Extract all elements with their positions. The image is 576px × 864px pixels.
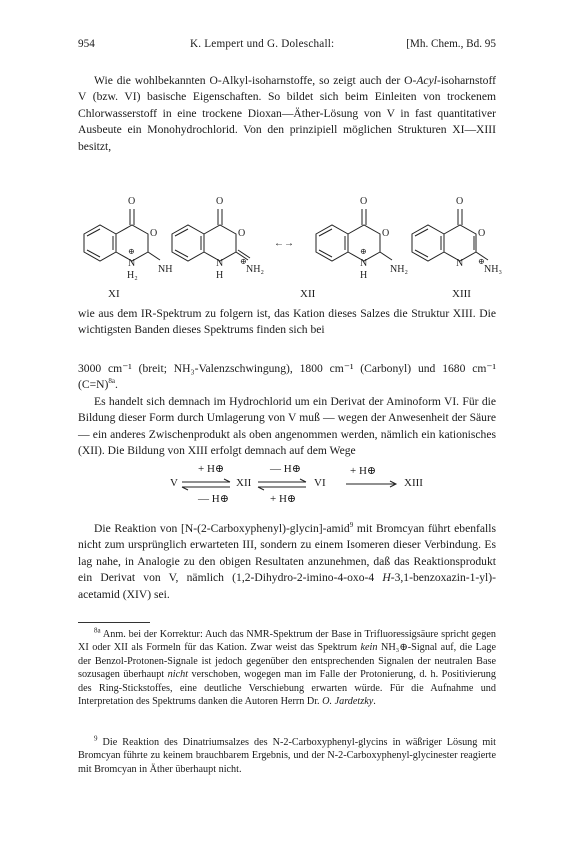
running-header: [78, 38, 496, 54]
para1-italic: Acyl: [416, 74, 437, 87]
plus-xiib: ⊕: [360, 247, 367, 256]
atom-n-xiib: N: [360, 258, 368, 269]
carbonyl-xiii: [458, 209, 462, 225]
para1-text-b: -isoharnstoff V (bzw. VI) basische Eigenschaften. So bildet sich beim Einleiten von trockenem Chlorwasserstoff in eine trockene Dioxan—Äther-Lösung von V in fast quantitativer Ausbeute ein Monohydrochlorid. Von den prinzipiell möglichen Strukturen XI—XIII besitzt,: [78, 74, 496, 153]
plus-xi: ⊕: [128, 247, 135, 256]
atom-o-xiii-2: O: [478, 228, 486, 239]
fn8a-italic-kein: kein: [360, 642, 378, 654]
structure-bonds: [84, 209, 488, 261]
footnote-8a: [78, 628, 496, 708]
atom-h2-xi: H₂: [127, 270, 138, 281]
equation-arrows: [78, 462, 496, 510]
plus-xiia: ⊕: [240, 257, 247, 266]
para4-text-c: -3,1-benzoxazin-1-yl)-acetamid (XIV) sei.: [78, 571, 496, 601]
atom-h-xiib: H: [360, 270, 368, 281]
eq-plus-h-3: + H⊕: [350, 465, 377, 477]
group-nh-xi: NH: [158, 264, 173, 275]
atom-o-xiii-1: O: [456, 196, 464, 207]
footnote-9-mark: 9: [94, 734, 98, 743]
atom-h-xiia: H: [216, 270, 224, 281]
atom-n-xiia: N: [216, 258, 224, 269]
inner-bonds-xiib: [319, 229, 345, 257]
para3-text-d: Es handelt sich demnach im Hydrochlorid um ein Derivat der Aminoform VI. Für die Bildung dieser Form durch Umlagerung von V muß — wegen der Anwesenheit der Säure — ein anderes Zwischenprodukt als oben angenommen werden, nämlich ein kationisches (XII). Die Bildung von XIII erfolgt demnach auf dem Wege: [78, 394, 496, 458]
eq-v: V: [170, 477, 178, 489]
label-xiii: XIII: [452, 288, 471, 300]
structure-atoms: [127, 196, 502, 281]
fn8a-italic-nicht: nicht: [167, 669, 189, 681]
carbonyl-xiib: [362, 209, 366, 225]
atom-o-xiib-2: O: [382, 228, 390, 239]
paragraph-3: [78, 361, 496, 459]
para4-text-b: mit Bromcyan führt ebenfalls nicht zum ursprünglich erwarteten III, sondern zu einem Isomeren dieser Verbindung. Es lag nahe, in Analogie zu den obigen Resultaten anzunehmen, daß das Reaktionsprodukt ein Derivat von V, nämlich (1,2-Dihydro-2-imino-4-oxo-4: [78, 522, 496, 585]
structure-scheme: [78, 184, 502, 304]
benzene-ring-xiib: [316, 225, 348, 261]
exo-bond-xi: [148, 252, 160, 260]
page-number: 954: [78, 38, 95, 50]
eq-plus-h-1: + H⊕: [198, 463, 225, 475]
eq-plus-h-2: + H⊕: [270, 493, 297, 505]
running-authors: K. Lempert und G. Doleschall:: [190, 38, 335, 50]
inner-bonds-xiii: [415, 229, 441, 257]
para4-text-a: Die Reaktion von [N-(2-Carboxyphenyl)-glycin]-amid: [94, 522, 350, 535]
para4-italic-h: H: [382, 571, 391, 585]
paragraph-2: wie aus dem IR-Spektrum zu folgern ist, das Kation dieses Salzes die Struktur XIII. Die wichtigsten Banden dieses Spektrums finden sich bei: [78, 307, 496, 337]
label-xi: XI: [108, 288, 120, 300]
fn8a-text-d: .: [373, 696, 376, 708]
atom-o-xiib-1: O: [360, 196, 368, 207]
resonance-arrow: ←→: [274, 238, 294, 249]
group-nh2-xiib: NH₂: [390, 264, 408, 275]
eq-minus-h-1: — H⊕: [198, 493, 229, 505]
reaction-equation: [78, 462, 496, 510]
footnote-ref-9: 9: [349, 521, 354, 530]
benzene-ring-xiii: [412, 225, 444, 261]
fn8a-text-a: Anm. bei der Korrektur: Auch das NMR-Spektrum der Base in Trifluoressigsäure spricht gegen XI oder XII als Formeln für das Kation. Zwar weist das Spektrum: [78, 629, 496, 654]
inner-bonds-xiia: [175, 229, 201, 257]
plus-xiii: ⊕: [478, 257, 485, 266]
group-nh2-xiia: NH₂: [246, 264, 264, 275]
fn9-text: Die Reaktion des Dinatriumsalzes des N-2-Carboxyphenyl-glycins in wäßriger Lösung mit Bromcyan führte zu keinem brauchbarem Ergebnis, und der N-2-Carboxyphenyl-glycinester reagierte mit Bromcyan in Äther überhaupt nicht.: [78, 737, 496, 775]
eq-xii: XII: [236, 477, 252, 489]
label-xii: XII: [300, 288, 316, 300]
atom-o-xi-1: O: [128, 196, 136, 207]
running-journal: [Mh. Chem., Bd. 95: [406, 38, 496, 50]
carbonyl-xiia: [218, 209, 222, 225]
atom-n-xiii: N: [456, 258, 464, 269]
eq-vi: VI: [314, 477, 326, 489]
structures-svg: [78, 184, 502, 304]
atom-n-xi: N: [128, 258, 136, 269]
benzene-ring-xiia: [172, 225, 204, 261]
eq-arrow-2: [258, 479, 306, 490]
footnote-8a-mark: 8a: [94, 626, 101, 635]
paragraph-1: [78, 73, 496, 155]
footnote-9: [78, 736, 496, 776]
benzene-ring-xi: [84, 225, 116, 261]
para1-text-a: Wie die wohlbekannten O-Alkyl-isoharnstoffe, so zeigt auch der O-: [94, 74, 417, 87]
fn8a-text-b: NH₃⊕-Signal auf, die Lage der Benzol-Protonen-Signale ist jedoch gegenüber den entsprechenden Signalen der neutralen Base sozusagen überhaupt: [78, 642, 496, 681]
footnote-ref-8a: 8a: [108, 377, 115, 386]
paragraph-4: [78, 521, 496, 603]
footnote-rule: [78, 622, 150, 623]
fn8a-italic-name: O. Jardetzky: [322, 696, 374, 708]
group-nh3-xiii: NH₃: [484, 264, 502, 275]
atom-o-xiia-2: O: [238, 228, 246, 239]
atom-o-xiia-1: O: [216, 196, 224, 207]
exo-bond-xiib: [380, 252, 392, 260]
eq-arrow-1: [182, 479, 230, 490]
para3-text-c: .: [114, 378, 118, 392]
eq-minus-h-2: — H⊕: [270, 463, 301, 475]
fn8a-text-c: verschoben, wogegen man im Falle der Protonierung, d. h. Positivierung des Ring-Stickstoffes, eine deutliche Verschiebung erwarten würde. Für die Aufnahme und Interpretation des Spektrums danken die Autoren Herrn Dr.: [78, 669, 496, 708]
hetero-ring-xiia: [204, 225, 236, 261]
inner-bonds-xi: [87, 229, 113, 257]
atom-o-xi-2: O: [150, 228, 158, 239]
eq-arrow-3: [346, 481, 396, 487]
carbonyl-xi: [130, 209, 134, 225]
eq-xiii: XIII: [404, 477, 423, 489]
hetero-ring-xiii: [444, 225, 476, 261]
para3-text-a: 3000 cm⁻¹ (breit;: [78, 362, 174, 375]
para3-text-b: -Valenzschwingung), 1800 cm⁻¹ (Carbonyl) und 1680 cm⁻¹ (C=N): [78, 362, 496, 392]
para3-nh3: NH₃: [173, 362, 195, 375]
